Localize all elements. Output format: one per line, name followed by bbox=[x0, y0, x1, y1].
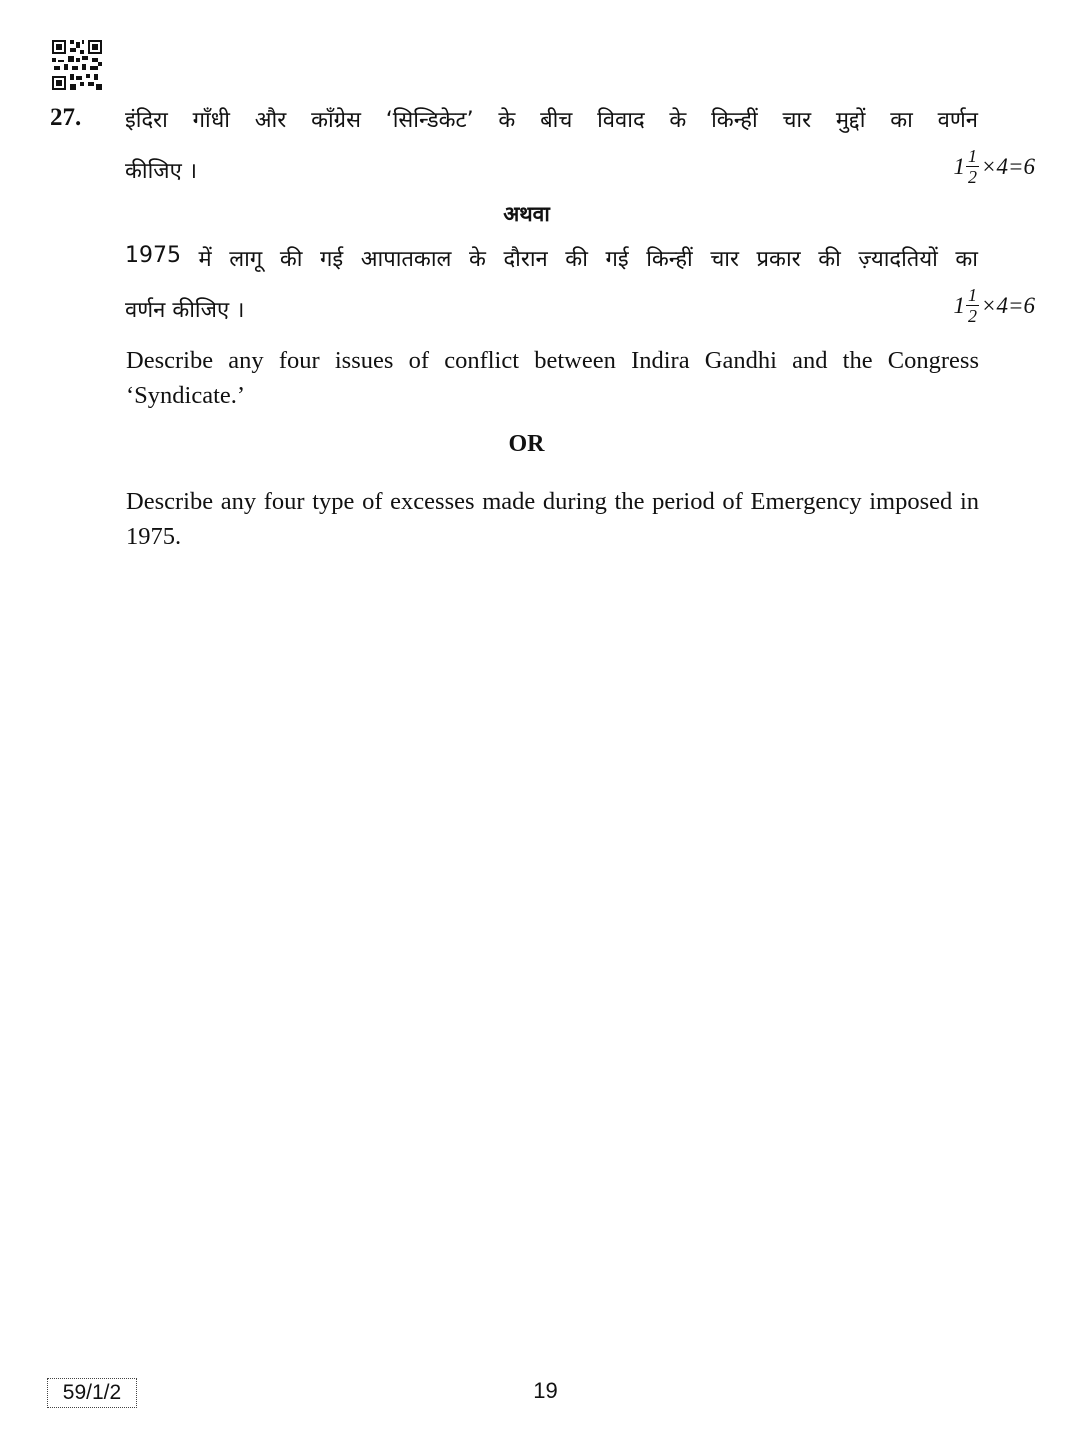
hindi-word: और bbox=[254, 108, 287, 133]
english-question-1: Describe any four issues of conflict between Indira Gandhi and the Congress ‘Syndicate.’ bbox=[126, 347, 979, 409]
hindi-question-2-line-1 bbox=[125, 243, 978, 273]
hindi-word: गई bbox=[319, 247, 344, 272]
hindi-word: गाँधी bbox=[192, 108, 230, 133]
hindi-word: काँग्रेस bbox=[311, 108, 361, 133]
marks-denominator: 2 bbox=[967, 167, 977, 187]
hindi-word: की bbox=[279, 247, 303, 272]
hindi-question-1-line-2: कीजिए । bbox=[125, 159, 198, 184]
hindi-word: किन्हीं bbox=[646, 247, 693, 272]
hindi-word: ज़्यादतियों bbox=[858, 247, 938, 272]
hindi-question-2-line-2: वर्णन कीजिए । bbox=[125, 298, 245, 323]
marks-fraction bbox=[966, 146, 979, 187]
hindi-word: प्रकार bbox=[756, 247, 801, 272]
hindi-word: ‘सिन्डिकेट’ bbox=[385, 108, 474, 133]
marks-fraction bbox=[966, 285, 979, 326]
marks-numerator: 1 bbox=[967, 146, 977, 166]
marks-q2 bbox=[953, 285, 1035, 326]
marks-denominator: 2 bbox=[967, 306, 977, 326]
hindi-word: वर्णन bbox=[937, 108, 978, 133]
hindi-word: का bbox=[955, 247, 978, 272]
hindi-word: दौरान bbox=[503, 247, 548, 272]
or-label-english: OR bbox=[508, 431, 545, 457]
hindi-word: किन्हीं bbox=[711, 108, 758, 133]
or-label-hindi: अथवा bbox=[503, 202, 550, 226]
hindi-word: के bbox=[669, 108, 687, 133]
hindi-word: मुद्दों bbox=[835, 108, 866, 133]
marks-whole: 1 bbox=[953, 292, 965, 318]
hindi-word: के bbox=[498, 108, 516, 133]
hindi-word: आपातकाल bbox=[360, 247, 452, 272]
hindi-word: लागू bbox=[229, 247, 263, 272]
marks-whole: 1 bbox=[953, 153, 965, 179]
marks-numerator: 1 bbox=[967, 285, 977, 305]
english-question-2: Describe any four type of excesses made during the period of Emergency imposed in 1975. bbox=[126, 488, 979, 550]
hindi-word: चार bbox=[710, 247, 739, 272]
paper-code-box: 59/1/2 bbox=[47, 1378, 137, 1408]
hindi-word: का bbox=[890, 108, 913, 133]
page-number: 19 bbox=[533, 1378, 558, 1403]
hindi-word: चार bbox=[782, 108, 812, 133]
qr-code bbox=[52, 40, 102, 90]
hindi-word: में bbox=[198, 247, 212, 272]
hindi-word: की bbox=[565, 247, 588, 272]
hindi-word: इंदिरा bbox=[125, 108, 168, 133]
hindi-word: बीच bbox=[540, 108, 573, 133]
hindi-word: गई bbox=[605, 247, 629, 272]
question-number: 27. bbox=[50, 104, 82, 131]
hindi-question-1-line-1 bbox=[125, 104, 978, 134]
hindi-word: विवाद bbox=[597, 108, 645, 133]
hindi-word: 1975 bbox=[125, 243, 181, 268]
marks-rest: ×4=6 bbox=[980, 292, 1035, 318]
marks-q1 bbox=[953, 146, 1035, 187]
marks-rest: ×4=6 bbox=[980, 153, 1035, 179]
hindi-word: के bbox=[469, 247, 486, 272]
hindi-word: की bbox=[818, 247, 841, 272]
